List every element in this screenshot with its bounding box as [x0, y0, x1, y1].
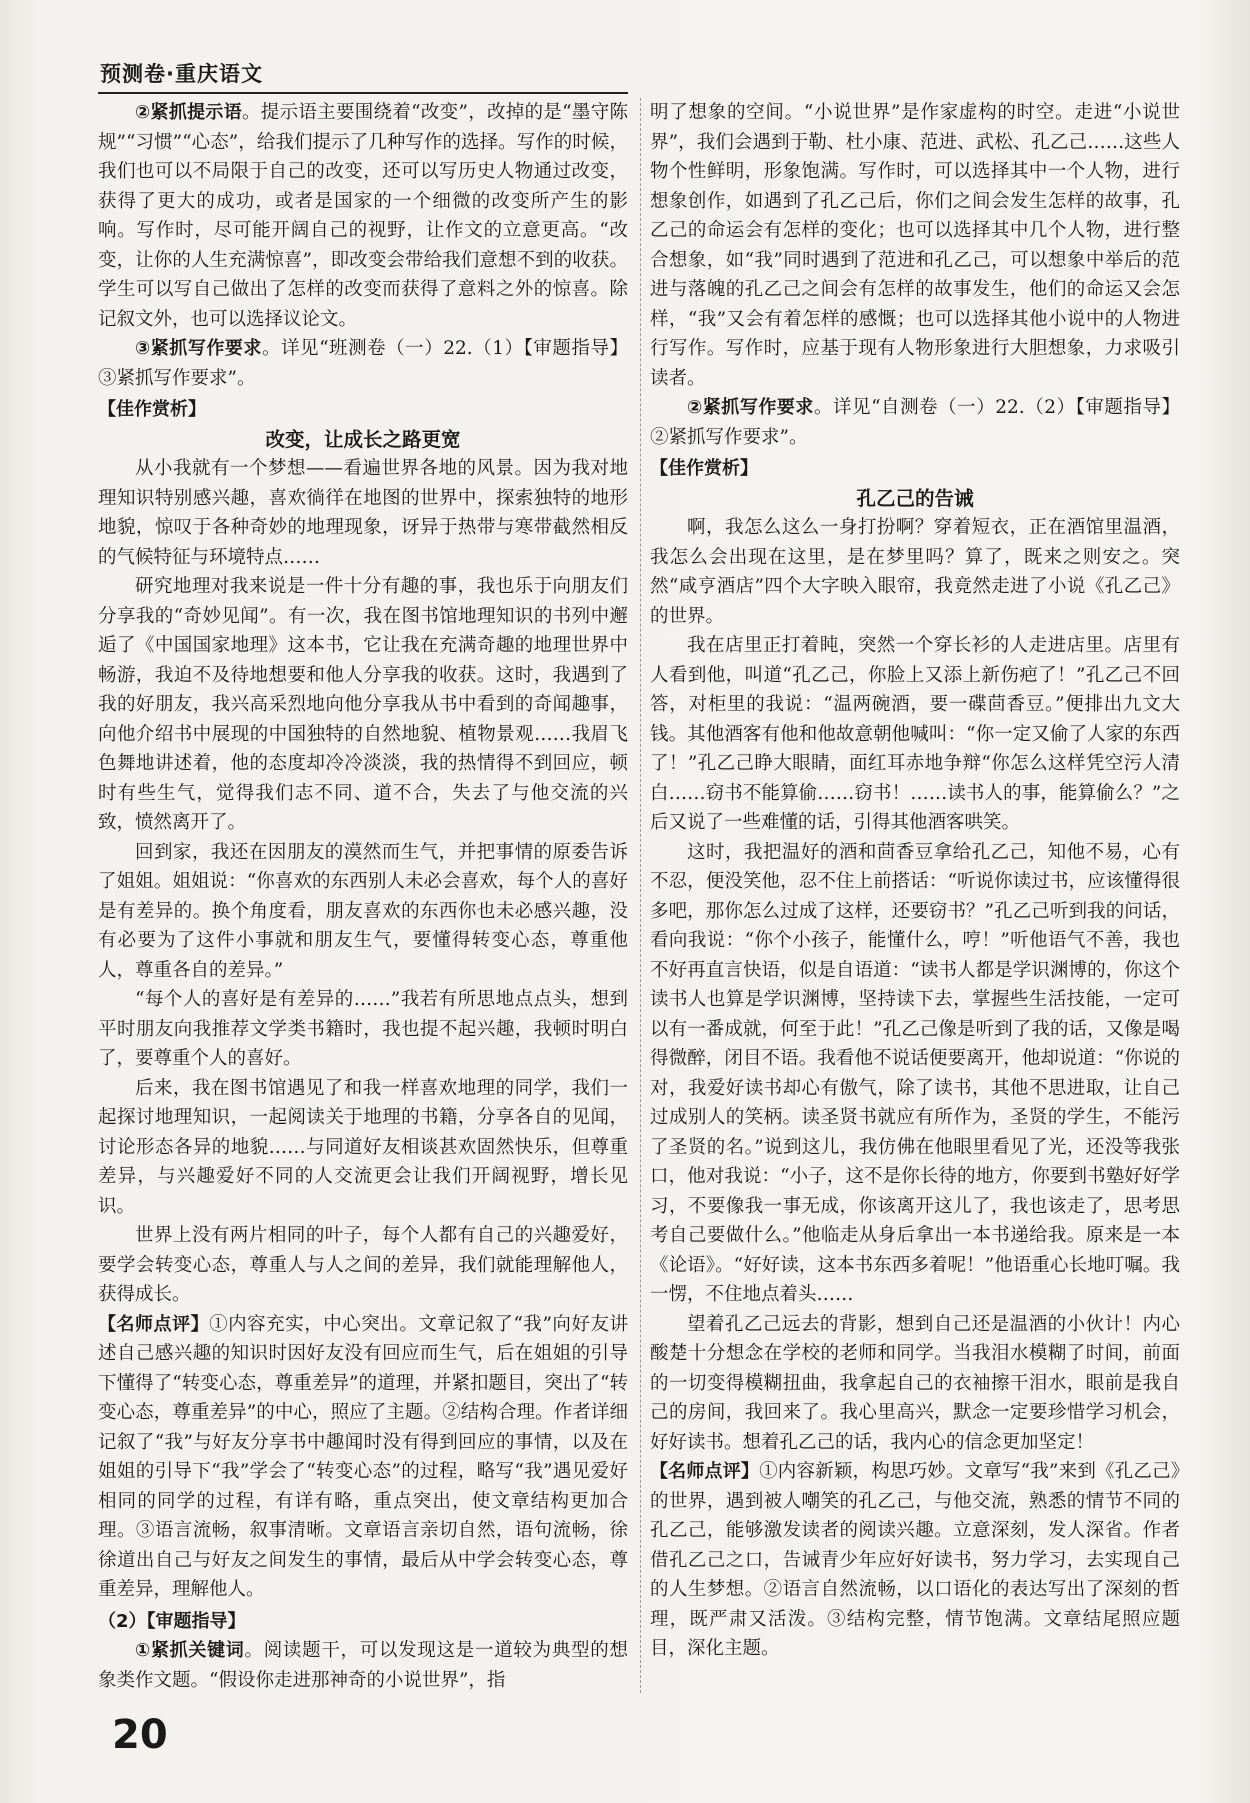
comment-tag: 【名师点评】 — [650, 1461, 760, 1482]
keyword-paragraph — [98, 1636, 628, 1695]
prompt-text: 。提示语主要围绕着“改变”，改掉的是“墨守陈规”“习惯”“心态”，给我们提示了几种写作的选择。写作的时候，我们也可以不局限于自己的改变，还可以写历史人物通过改变，获得了更大的成功，或者是国家的一个细微的改变所产生的影响。写作时，尽可能开阔自己的视野，让作文的立意更高。“改变，让你的人生充满惊喜”，即改变会带给我们意想不到的收获。学生可以写自己做出了怎样的改变而获得了意料之外的惊喜。除记叙文外，也可以选择议论文。 — [98, 102, 628, 330]
essay-paragraph: “每个人的喜好是有差异的……”我若有所思地点点头，想到平时朋友向我推荐文学类书籍时，我也提不起兴趣，我顿时明白了，要尊重个人的喜好。 — [98, 989, 628, 1069]
column-divider — [640, 98, 641, 1693]
essay-paragraph: 望着孔乙己远去的背影，想到自己还是温酒的小伙计！内心酸楚十分想念在学校的老师和同学。当我泪水模糊了时间，前面的一切变得模糊扭曲，我拿起自己的衣袖擦干泪水，眼前是我自己的房间，我回来了。我心里高兴，默念一定要珍惜学习机会，好好读书。想着孔乙己的话，我内心的信念更加坚定！ — [650, 1313, 1180, 1453]
essay-paragraph: 研究地理对我来说是一件十分有趣的事，我也乐于向朋友们分享我的“奇妙见闻”。有一次，我在图书馆地理知识的书列中邂逅了《中国国家地理》这本书，它让我在充满奇趣的地理世界中畅游，我迫不及待地想要和他人分享我的收获。这时，我遇到了我的好朋友，我兴高采烈地向他分享我从书中看到的奇闻趣事，向他介绍书中展现的中国独特的自然地貌、植物景观……我眉飞色舞地讲述着，他的态度却冷冷淡淡，我的热情得不到回应，顿时有些生气，觉得我们志不同、道不合，失去了与他交流的兴致，愤然离开了。 — [98, 576, 628, 833]
comment-tag: 【名师点评】 — [98, 1313, 210, 1335]
teacher-comment — [650, 1457, 1180, 1664]
essay-paragraph: 世界上没有两片相同的叶子，每个人都有自己的兴趣爱好，要学会转变心态，尊重人与人之间的差异，我们就能理解他人，获得成长。 — [98, 1225, 628, 1305]
essay-title: 改变，让成长之路更宽 — [265, 427, 461, 451]
requirement-paragraph — [650, 393, 1180, 452]
keyword-text: 。阅读题干，可以发现这是一道较为典型的想象类作文题。“假设你走进那神奇的小说世界”，指 — [98, 1640, 628, 1691]
essay-paragraph: 从小我就有一个梦想——看遍世界各地的风景。因为我对地理知识特别感兴趣，喜欢徜徉在地图的世界中，探索独特的地形地貌，惊叹于各种奇妙的地理现象，讶异于热带与寒带截然相反的气候特征与环境特点…… — [98, 458, 628, 568]
requirement-paragraph — [98, 334, 628, 393]
requirement-label: ②紧抓写作要求 — [687, 397, 814, 418]
right-column — [650, 98, 1180, 1664]
essay-paragraph: 这时，我把温好的酒和茴香豆拿给孔乙己，知他不易，心有不忍，便没笑他，忍不住上前搭话：“听说你读过书，应该懂得很多吧，那你怎么过成了这样，还要窃书？”孔乙己听到我的问话，看向我说：“你个小孩子，能懂什么，哼！”听他语气不善，我也不好再直言快语，似是自语道：“读书人都是学识渊博的，你这个读书人也算是学识渊博，坚持读下去，掌握些生活技能，一定可以有一番成就，何至于此！”孔乙己像是听到了我的话，又像是喝得微醉，闭目不语。我看他不说话便要离开，他却说道：“你说的对，我爱好读书却心有傲气，除了读书，其他不思进取，让自己过成别人的笑柄。读圣贤书就应有所作为，圣贤的学生，不能污了圣贤的名。”说到这儿，我仿佛在他眼里看见了光，还没等我张口，他对我说：“小子，这不是你长待的地方，你要到书塾好好学习，不要像我一事无成，你该离开这儿了，我也该走了，思考思考自己要做什么。”他临走从身后拿出一本书递给我。原来是一本《论语》。“好好读，这本书东西多着呢！”他语重心长地叮嘱。我一愣，不住地点着头…… — [650, 841, 1180, 1305]
essay-paragraph: 啊，我怎么这么一身打扮啊？穿着短衣，正在酒馆里温酒，我怎么会出现在这里，是在梦里吗？算了，既来之则安之。突然“咸亨酒店”四个大字映入眼帘，我竟然走进了小说《孔乙己》的世界。 — [650, 517, 1180, 627]
essay-paragraph: 我在店里正打着盹，突然一个穿长衫的人走进店里。店里有人看到他，叫道“孔乙己，你脸上又添上新伤疤了！”孔乙己不回答，对柜里的我说：“温两碗酒，要一碟茴香豆。”便排出九文大钱。其他酒客有他和他故意朝他喊叫：“你一定又偷了人家的东西了！”孔乙己睁大眼睛，面红耳赤地争辩“你怎么这样凭空污人清白……窃书不能算偷……窃书！……读书人的事，能算偷么？”之后又说了一些难懂的话，引得其他酒客哄笑。 — [650, 635, 1180, 833]
page-header: 预测卷·重庆语文 — [100, 62, 263, 86]
essay-paragraph: 后来，我在图书馆遇见了和我一样喜欢地理的同学，我们一起探讨地理知识，一起阅读关于地理的书籍，分享各自的见闻，讨论形态各异的地貌……与同道好友相谈甚欢固然快乐，但尊重差异，与兴趣爱好不同的人交流更会让我们开阔视野，增长见识。 — [98, 1077, 628, 1217]
section-tag: （2）【审题指导】 — [98, 1610, 246, 1632]
essay-title: 孔乙己的告诫 — [856, 486, 974, 510]
section-tag: 【佳作赏析】 — [98, 399, 206, 420]
left-column — [98, 98, 628, 1695]
comment-text: ①内容新颖，构思巧妙。文章写“我”来到《孔乙己》的世界，遇到被人嘲笑的孔乙己，与他交流，熟悉的情节不同的孔乙己，能够激发读者的阅读兴趣。立意深刻，发人深省。作者借孔乙己之口，告诫青少年应好好读书，努力学习，去实现自己的人生梦想。②语言自然流畅，以口语化的表达写出了深刻的哲理，既严肃又活泼。③结构完整，情节饱满。文章结尾照应题目，深化主题。 — [650, 1461, 1181, 1659]
continued-paragraph: 明了想象的空间。“小说世界”是作家虚构的时空。走进“小说世界”，我们会遇到于勒、杜小康、范进、武松、孔乙己……这些人物个性鲜明，形象饱满。写作时，可以选择其中一个人物，进行想象创作，如遇到了孔乙己后，你们之间会发生怎样的故事，孔乙己的命运会有怎样的变化；也可以选择其中几个人物，进行整合想象，如“我”同时遇到了范进和孔乙己，可以想象中举后的范进与落魄的孔乙己之间会有怎样的故事发生，他们的命运又会怎样，“我”又会有着怎样的感慨；也可以选择其他小说中的人物进行写作。写作时，应基于现有人物形象进行大胆想象，力求吸引读者。 — [650, 102, 1180, 389]
teacher-comment — [98, 1310, 628, 1605]
essay-paragraph: 回到家，我还在因朋友的漠然而生气，并把事情的原委告诉了姐姐。姐姐说：“你喜欢的东西别人未必会喜欢，每个人的喜好是有差异的。换个角度看，朋友喜欢的东西你也未必感兴趣，没有必要为了这件小事就和朋友生气，要懂得转变心态，尊重他人，尊重各自的差异。” — [98, 841, 628, 981]
requirement-text: 。详见“自测卷（一）22.（2）【审题指导】②紧抓写作要求”。 — [650, 397, 1180, 448]
comment-text: ①内容充实，中心突出。文章记叙了“我”向好友讲述自己感兴趣的知识时因好友没有回应而生气，后在姐姐的引导下懂得了“转变心态，尊重差异”的道理，并紧扣题目，突出了“转变心态，尊重差异”的中心，照应了主题。②结构合理。作者详细记叙了“我”与好友分享书中趣闻时没有得到回应的事情，以及在姐姐的引导下“我”学会了“转变心态”的过程，略写“我”遇见爱好相同的同学的过程，有详有略，重点突出，使文章结构更加合理。③语言流畅，叙事清晰。文章语言亲切自然，语句流畅，徐徐道出自己与好友之间发生的事情，最后从中学会转变心态，尊重差异，理解他人。 — [98, 1313, 628, 1600]
prompt-label: ②紧抓提示语 — [135, 102, 242, 123]
section-tag: 【佳作赏析】 — [650, 458, 758, 479]
page-number: 20 — [112, 1712, 168, 1758]
prompt-paragraph — [98, 98, 628, 334]
requirement-text: 。详见“班测卷（一）22.（1）【审题指导】③紧抓写作要求”。 — [98, 338, 628, 389]
requirement-label: ③紧抓写作要求 — [135, 338, 262, 359]
header-rule — [98, 92, 628, 94]
keyword-label: ①紧抓关键词 — [135, 1640, 245, 1661]
